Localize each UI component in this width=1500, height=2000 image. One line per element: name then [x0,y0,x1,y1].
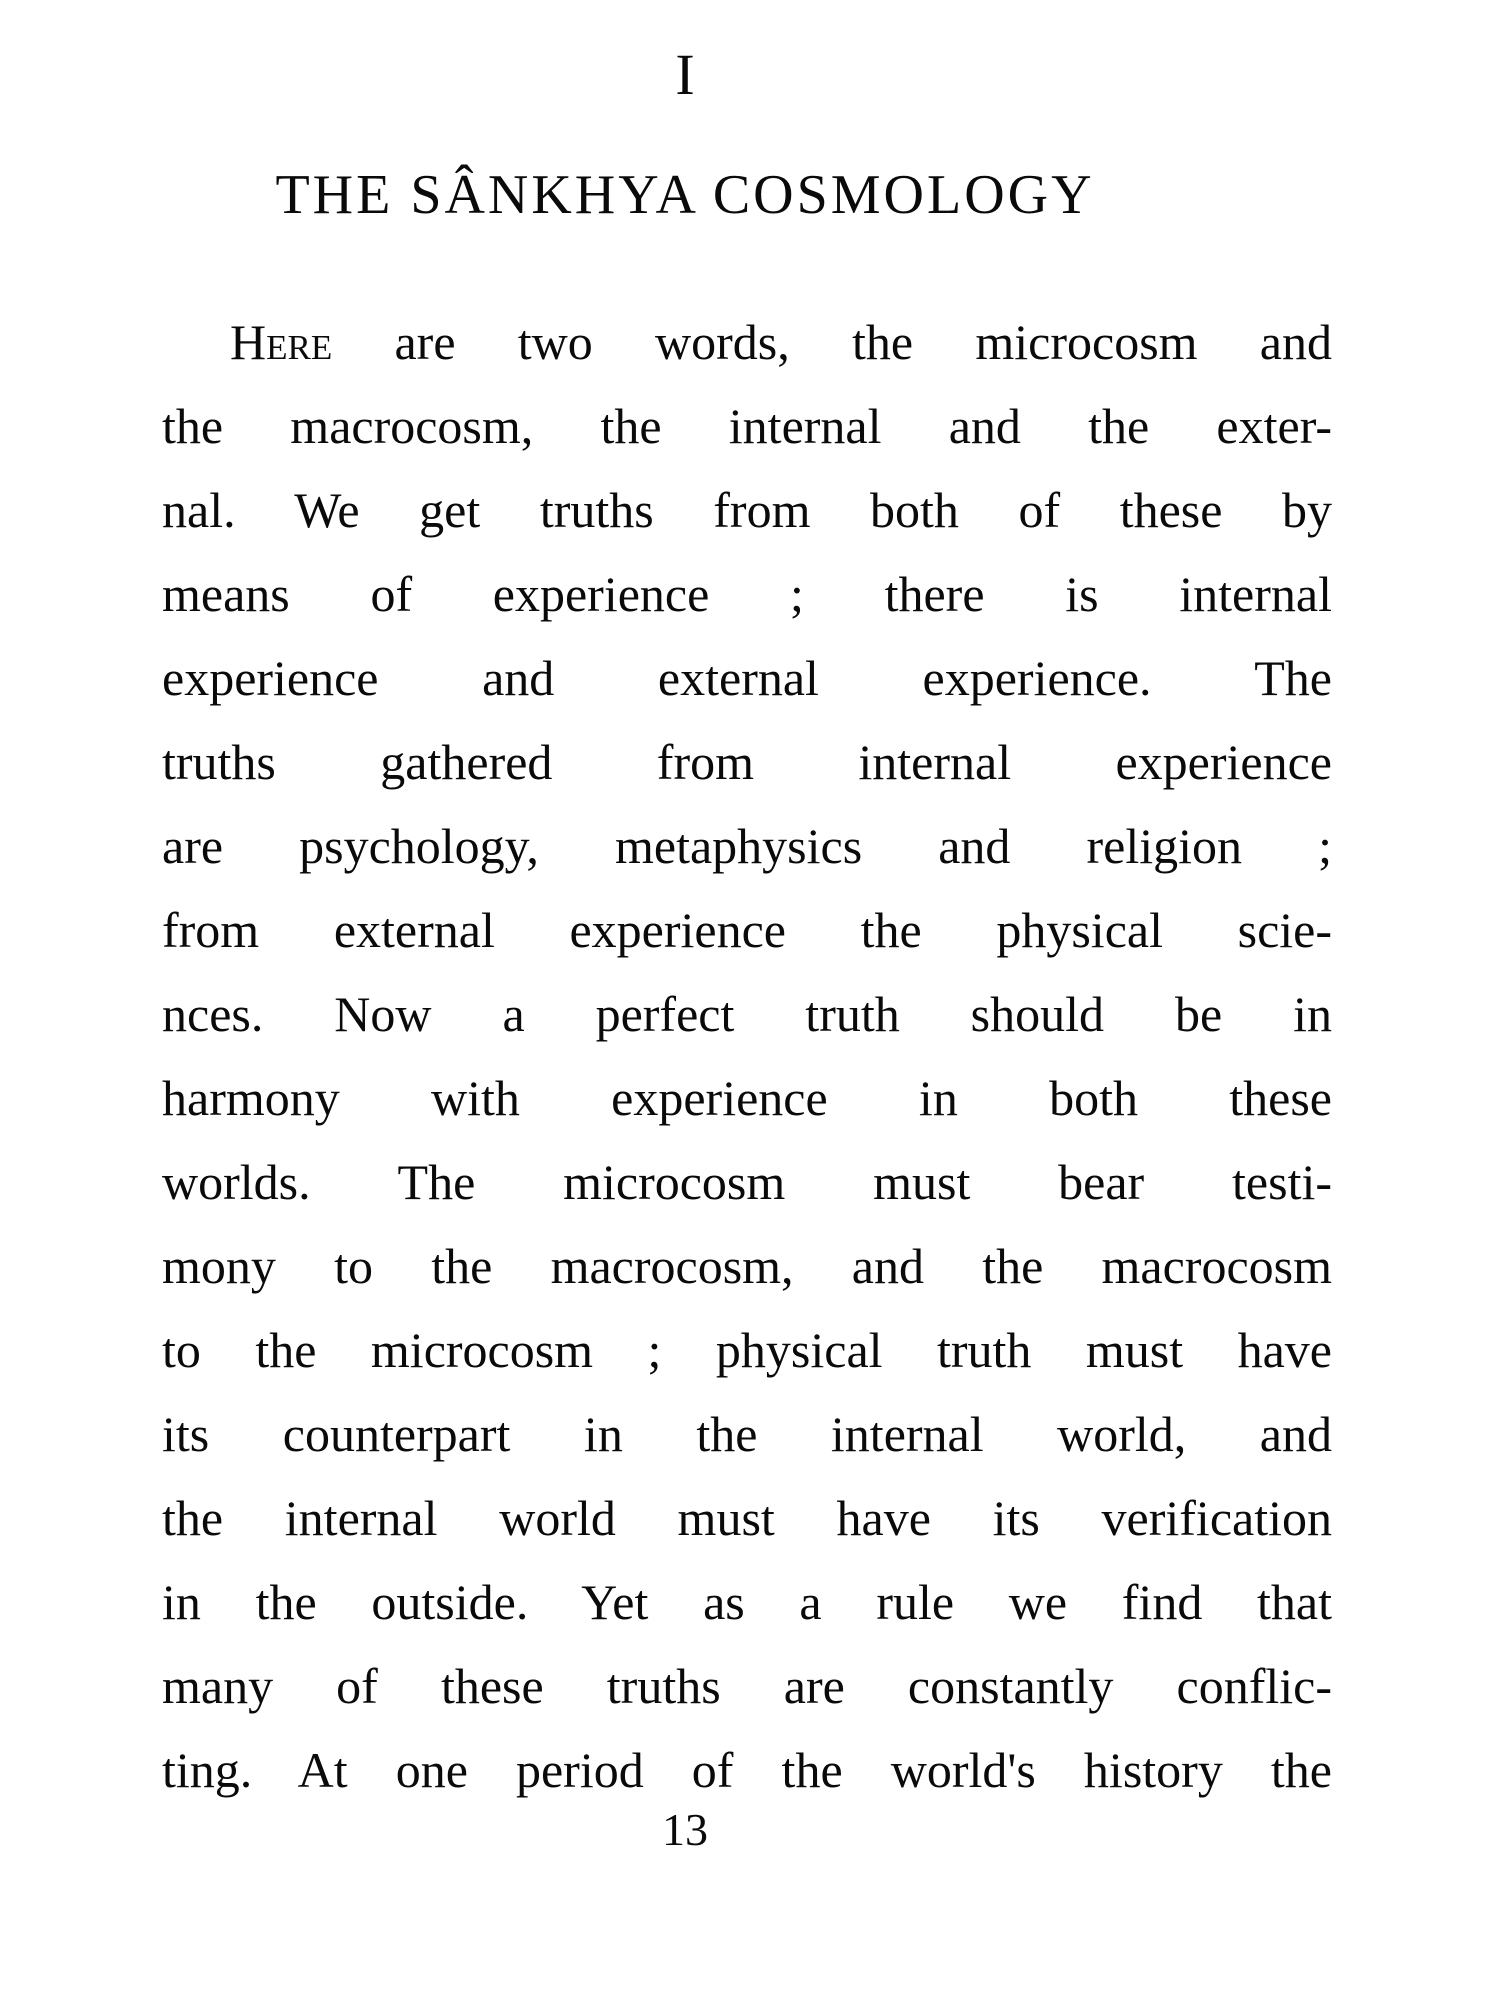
drop-word: Here [230,314,333,370]
text-line: its counterpart in the internal world, and [162,1406,1332,1462]
text-line: nces. Now a perfect truth should be in [162,986,1332,1042]
text-line: experience and external experience. The [162,650,1332,706]
text-line: nal. We get truths from both of these by [162,482,1332,538]
text-line: worlds. The microcosm must bear testi- [162,1154,1332,1210]
text-line: are psychology, metaphysics and religion ; [162,818,1332,874]
text-line [162,300,1332,384]
text-line: harmony with experience in both these [162,1070,1332,1126]
text-line: from external experience the physical scie- [162,902,1332,958]
text-line: the internal world must have its verification [162,1490,1332,1546]
text-line: in the outside. Yet as a rule we find that [162,1574,1332,1630]
text-line: many of these truths are constantly conflic- [162,1658,1332,1714]
body-paragraph [162,300,1332,1812]
text-line: ting. At one period of the world's history the [162,1742,1332,1798]
chapter-number: I [675,42,695,107]
text-line: mony to the macrocosm, and the macrocosm [162,1238,1332,1294]
text-line: truths gathered from internal experience [162,734,1332,790]
text-line-rest: are two words, the microcosm and [332,314,1332,370]
text-line: means of experience ; there is internal [162,566,1332,622]
text-line: to the microcosm ; physical truth must have [162,1322,1332,1378]
page-number: 13 [662,1804,708,1855]
chapter-title: THE SÂNKHYA COSMOLOGY [275,164,1095,226]
text-line: the macrocosm, the internal and the exter- [162,398,1332,454]
